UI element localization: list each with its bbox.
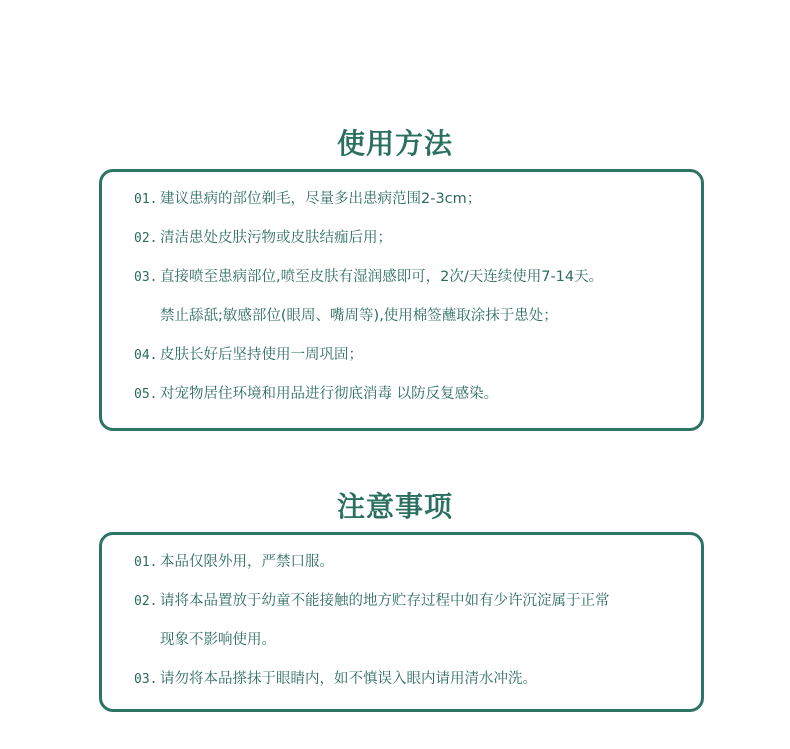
notes-section-title: 注意事项: [336, 489, 453, 523]
notes-item-text: 本品仅限外用，严禁口服。: [160, 554, 334, 570]
usage-item-text: 对宠物居住环境和用品进行彻底消毒 以防反复感染。: [160, 386, 499, 402]
usage-item-5: [134, 384, 694, 405]
notes-item-number: 02.: [134, 594, 158, 609]
usage-item-text: 清洁患处皮肤污物或皮肤结痂后用；: [160, 230, 392, 246]
usage-item-number: 03.: [134, 270, 158, 285]
notes-panel: [99, 532, 704, 712]
notes-item-2: [134, 591, 694, 612]
usage-item-3-continued: [134, 306, 720, 326]
usage-item-number: 02.: [134, 231, 158, 246]
usage-item-text: 皮肤长好后坚持使用一周巩固；: [160, 347, 363, 363]
notes-item-number: 01.: [134, 555, 158, 570]
usage-item-text: 建议患病的部位剃毛，尽量多出患病范围2-3cm；: [160, 191, 482, 207]
usage-item-1: [134, 189, 694, 210]
notes-item-1: [134, 552, 694, 573]
usage-item-text: 直接喷至患病部位,喷至皮肤有湿润感即可，2次/天连续使用7-14天。: [160, 269, 604, 285]
notes-item-3: [134, 669, 694, 690]
notes-item-text: 现象不影响使用。: [160, 632, 276, 648]
usage-item-2: [134, 228, 694, 249]
notes-item-text: 请勿将本品搽抹于眼睛内，如不慎误入眼内请用清水冲洗。: [160, 671, 537, 687]
notes-item-2-continued: [134, 630, 720, 650]
usage-item-3: [134, 267, 694, 288]
notes-item-text: 请将本品置放于幼童不能接触的地方贮存过程中如有少许沉淀属于正常: [160, 593, 610, 609]
usage-item-number: 01.: [134, 192, 158, 207]
usage-item-4: [134, 345, 694, 366]
usage-item-number: 04.: [134, 348, 158, 363]
usage-section-title: 使用方法: [336, 126, 453, 160]
usage-item-number: 05.: [134, 387, 158, 402]
notes-item-number: 03.: [134, 672, 158, 687]
usage-item-text: 禁止舔舐;敏感部位(眼周、嘴周等),使用棉签蘸取涂抹于患处；: [160, 308, 558, 324]
usage-panel: [99, 169, 704, 431]
